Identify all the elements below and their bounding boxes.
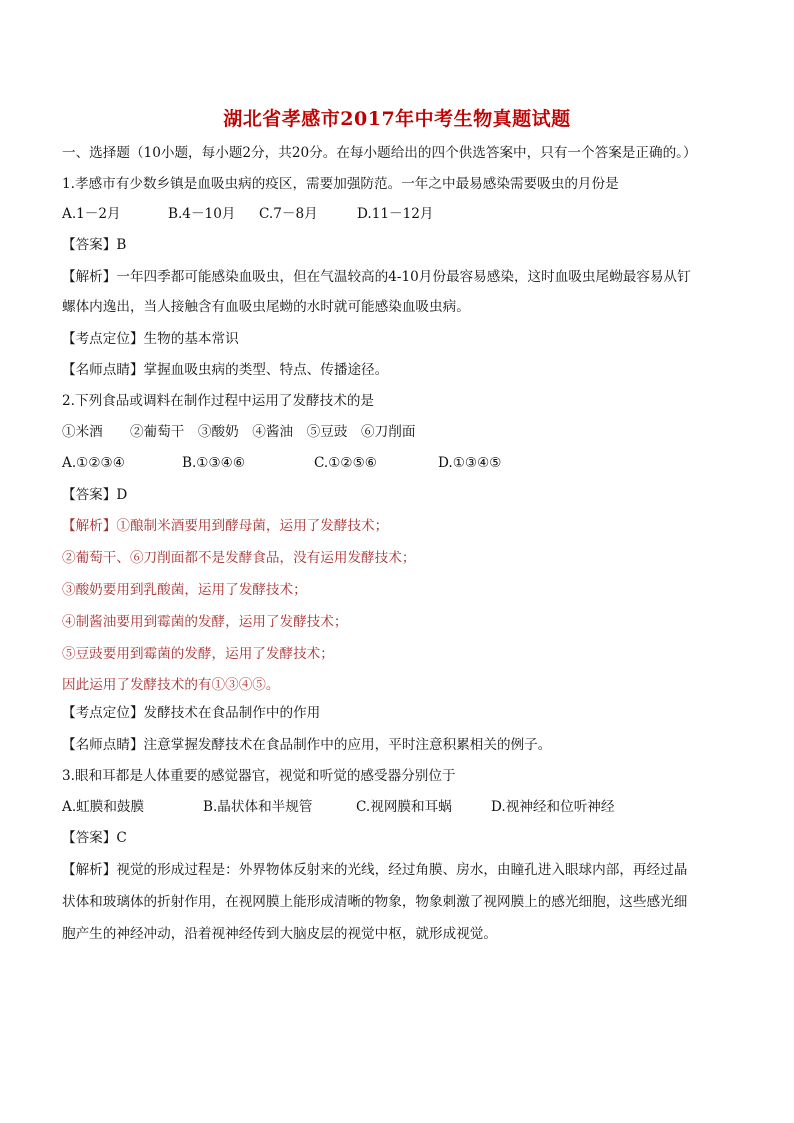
q1-analysis-line-1: 【解析】一年四季都可能感染血吸虫，但在气温较高的4-10月份最容易感染，这时血吸虫尾蚴最容易从钉	[62, 269, 691, 285]
q2-analysis-line-3: ③酸奶要用到乳酸菌，运用了发酵技术；	[62, 582, 307, 598]
q3-option-a: A.虹膜和鼓膜	[62, 799, 145, 815]
q1-options	[62, 204, 434, 224]
document-title: 湖北省孝感市2017年中考生物真题试题	[223, 108, 571, 130]
q1-option-a: A.1－2月	[62, 206, 121, 222]
q2-analysis-line-1: 【解析】①酿制米酒要用到酵母菌，运用了发酵技术；	[62, 518, 389, 534]
q3-analysis-line-3: 胞产生的神经冲动，沿着视神经传到大脑皮层的视觉中枢，就形成视觉。	[62, 926, 497, 942]
q1-analysis-line-2: 螺体内逸出，当人接触含有血吸虫尾蚴的水时就可能感染血吸虫病。	[62, 299, 470, 315]
q3-stem: 3.眼和耳都是人体重要的感觉器官，视觉和听觉的感受器分别位于	[62, 768, 456, 784]
q2-teacher-tip: 【名师点睛】注意掌握发酵技术在食品制作中的应用，平时注意积累相关的例子。	[62, 737, 552, 753]
q1-teacher-tip: 【名师点睛】掌握血吸虫病的类型、特点、传播途径。	[62, 362, 389, 378]
q2-option-d: D.①③④⑤	[438, 455, 502, 471]
q2-option-a: A.①②③④	[62, 455, 125, 471]
q2-stem: 2.下列食品或调料在制作过程中运用了发酵技术的是	[62, 393, 375, 409]
q2-knowledge-point: 【考点定位】发酵技术在食品制作中的作用	[62, 705, 321, 721]
q2-analysis-line-4: ④制酱油要用到霉菌的发酵，运用了发酵技术；	[62, 614, 348, 630]
q1-option-b: B.4－10月	[168, 206, 236, 222]
q2-option-c: C.①②⑤⑥	[314, 455, 377, 471]
q2-options	[62, 453, 501, 473]
q2-items: ①米酒 ②葡萄干 ③酸奶 ④酱油 ⑤豆豉 ⑥刀削面	[62, 424, 416, 440]
q3-option-d: D.视神经和位听神经	[491, 799, 615, 815]
q3-answer: 【答案】C	[62, 830, 127, 846]
q2-analysis-line-6: 因此运用了发酵技术的有①③④⑤。	[62, 677, 280, 693]
q1-knowledge-point: 【考点定位】生物的基本常识	[62, 331, 239, 347]
q2-analysis-line-5: ⑤豆豉要用到霉菌的发酵，运用了发酵技术；	[62, 646, 334, 662]
q3-option-b: B.晶状体和半规管	[203, 799, 313, 815]
q3-analysis-line-1: 【解析】视觉的形成过程是：外界物体反射来的光线，经过角膜、房水，由瞳孔进入眼球内部，再经过晶	[62, 862, 688, 878]
q1-stem: 1.孝感市有少数乡镇是血吸虫病的疫区，需要加强防范。一年之中最易感染需要吸虫的月份是	[62, 176, 619, 192]
q2-option-b: B.①③④⑥	[182, 455, 246, 471]
q3-option-c: C.视网膜和耳蜗	[356, 799, 452, 815]
q3-analysis-line-2: 状体和玻璃体的折射作用，在视网膜上能形成清晰的物象，物象刺激了视网膜上的感光细胞，这些感光细	[62, 894, 688, 910]
q1-option-c: C.7－8月	[259, 206, 318, 222]
q2-answer: 【答案】D	[62, 487, 128, 503]
q1-option-d: D.11－12月	[357, 206, 434, 222]
q1-answer: 【答案】B	[62, 237, 127, 253]
q3-options	[62, 797, 615, 817]
q2-analysis-line-2: ②葡萄干、⑥刀削面都不是发酵食品，没有运用发酵技术；	[62, 550, 416, 566]
section-header: 一、选择题（10小题，每小题2分，共20分。在每小题给出的四个供选答案中，只有一个答案是正确的。）	[62, 145, 697, 161]
